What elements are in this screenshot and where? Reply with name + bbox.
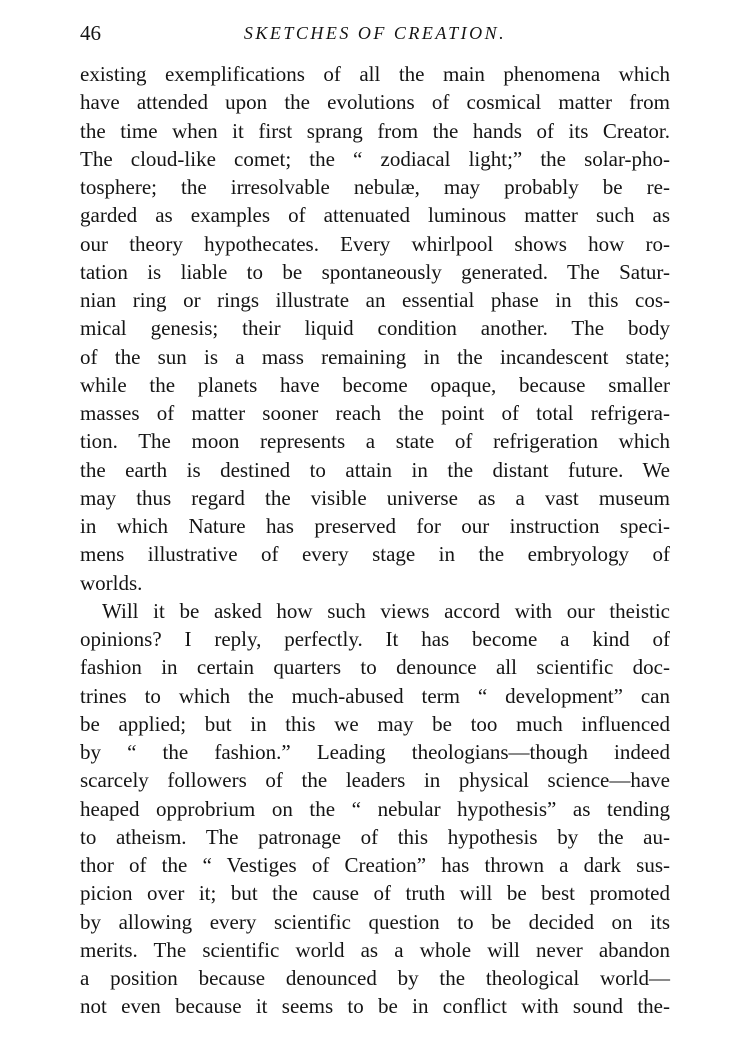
text-line: tosphere; the irresolvable nebulæ, may probably be re- <box>80 175 670 199</box>
text-line: The cloud-like comet; the “ zodiacal light;” the solar-pho- <box>80 146 670 171</box>
text-line: existing exemplifications of all the main phenomena which <box>80 62 670 86</box>
text-line: mical genesis; their liquid condition another. The body <box>80 316 670 341</box>
text-line: thor of the “ Vestiges of Creation” has thrown a dark sus- <box>80 853 670 877</box>
text-line: have attended upon the evolutions of cosmical matter from <box>80 90 670 115</box>
text-line: masses of matter sooner reach the point of total refrigera- <box>80 401 670 425</box>
text-line: be applied; but in this we may be too much influenced <box>80 711 670 736</box>
body-text <box>80 60 670 1021</box>
text-line: by “ the fashion.” Leading theologians—though indeed <box>80 740 670 764</box>
text-line: a position because denounced by the theological world— <box>80 966 670 990</box>
text-line: opinions? I reply, perfectly. It has become a kind of <box>80 627 670 651</box>
text-line: Will it be asked how such views accord with our theistic <box>102 598 670 623</box>
text-line: worlds. <box>80 570 143 595</box>
page-number: 46 <box>80 21 101 45</box>
text-line: garded as examples of attenuated luminous matter such as <box>80 203 670 228</box>
text-line: scarcely followers of the leaders in physical science—have <box>80 768 670 793</box>
paragraph <box>80 597 670 1021</box>
running-title: SKETCHES OF CREATION. <box>243 23 507 43</box>
text-line: to atheism. The patronage of this hypothesis by the au- <box>80 824 670 849</box>
text-line: the time when it first sprang from the hands of its Creator. <box>80 118 670 143</box>
text-line: tion. The moon represents a state of refrigeration which <box>80 429 670 454</box>
text-line: may thus regard the visible universe as a vast museum <box>80 485 670 510</box>
text-line: tation is liable to be spontaneously generated. The Satur- <box>80 259 670 284</box>
text-line: fashion in certain quarters to denounce all scientific doc- <box>80 655 670 680</box>
text-line: not even because it seems to be in conflict with sound the- <box>80 994 670 1019</box>
paragraph <box>80 60 670 597</box>
text-line: merits. The scientific world as a whole will never abandon <box>80 937 670 962</box>
text-line: of the sun is a mass remaining in the incandescent state; <box>80 344 670 369</box>
text-line: while the planets have become opaque, because smaller <box>80 372 670 397</box>
text-line: by allowing every scientific question to be decided on its <box>80 909 670 934</box>
running-head <box>80 18 670 48</box>
text-line: picion over it; but the cause of truth will be best promoted <box>80 881 670 906</box>
text-line: trines to which the much-abused term “ development” can <box>80 683 670 708</box>
text-line: the earth is destined to attain in the distant future. We <box>80 457 670 482</box>
text-line: nian ring or rings illustrate an essential phase in this cos- <box>80 288 670 312</box>
text-line: in which Nature has preserved for our instruction speci- <box>80 514 670 538</box>
text-line: mens illustrative of every stage in the embryology of <box>80 542 670 567</box>
text-line: our theory hypothecates. Every whirlpool shows how ro- <box>80 231 670 256</box>
text-line: heaped opprobrium on the “ nebular hypothesis” as tending <box>80 796 670 821</box>
